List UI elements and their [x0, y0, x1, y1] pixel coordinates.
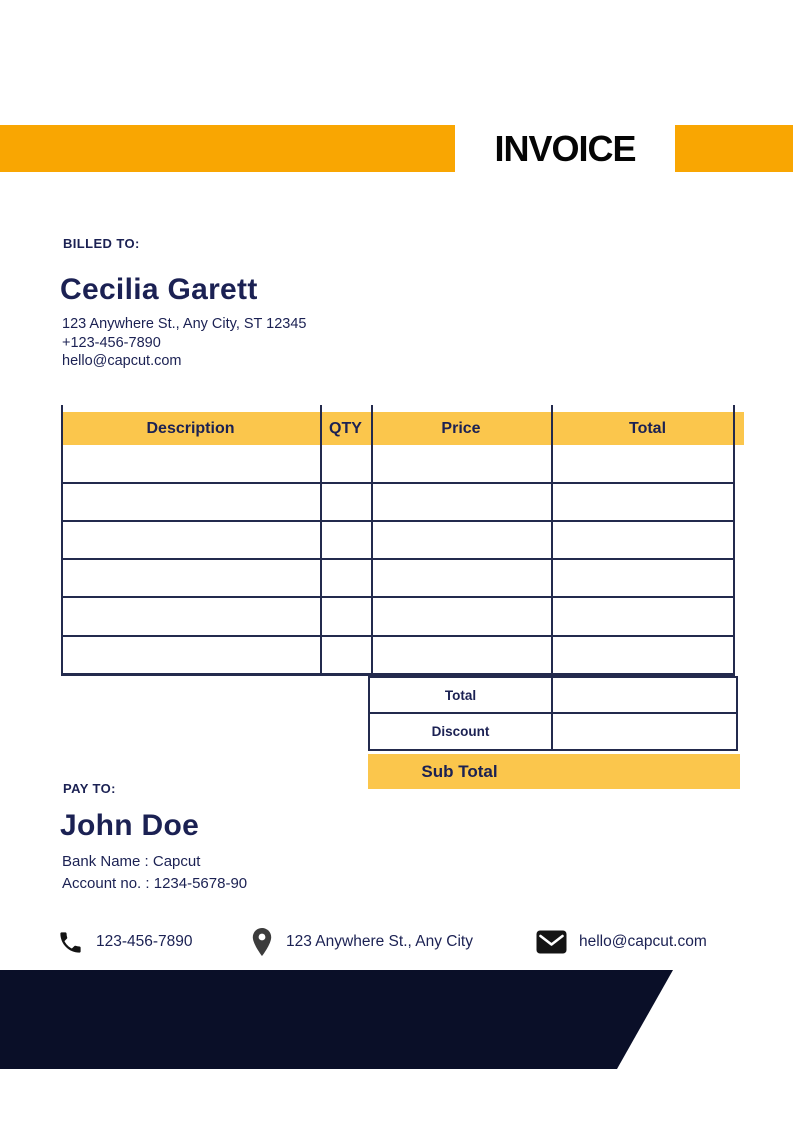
total-label: Total — [444, 687, 477, 703]
table-cell-description — [61, 597, 320, 635]
account-number: Account no. : 1234-5678-90 — [62, 875, 248, 892]
table-cell-total — [551, 559, 735, 597]
table-cell-price — [371, 445, 551, 483]
subtotal-label: Sub Total — [421, 761, 498, 781]
table-cell-total — [551, 483, 735, 521]
location-pin-icon — [250, 927, 274, 957]
table-row — [61, 559, 735, 597]
table-cell-description — [61, 521, 320, 559]
column-header-total: Total — [628, 419, 667, 437]
contact-email-text: hello@capcut.com — [579, 933, 707, 950]
discount-label: Discount — [431, 724, 490, 739]
table-row — [61, 635, 735, 673]
column-header-description: Description — [146, 419, 235, 437]
table-cell-total — [551, 445, 735, 483]
table-row — [61, 597, 735, 635]
footer-bar — [0, 970, 683, 1069]
table-cell-price — [371, 559, 551, 597]
table-cell-qty — [320, 635, 371, 673]
table-cell-total — [551, 635, 735, 673]
table-row — [61, 521, 735, 559]
table-cell-total — [551, 597, 735, 635]
table-cell-qty — [320, 597, 371, 635]
table-body — [61, 445, 735, 673]
table-row — [61, 483, 735, 521]
phone-icon — [57, 929, 84, 956]
pay-to-details — [62, 851, 247, 895]
contact-email — [536, 926, 707, 958]
billed-to-phone: +123-456-7890 — [62, 334, 161, 351]
table-cell-price — [371, 635, 551, 673]
table-row — [61, 445, 735, 483]
billed-to-details — [62, 315, 307, 371]
table-cell-qty — [320, 521, 371, 559]
billed-to-name: Cecilia Garett — [60, 273, 258, 306]
billed-to-address: 123 Anywhere St., Any City, ST 12345 — [62, 316, 307, 332]
column-header-qty: QTY — [329, 419, 362, 437]
billed-to-email: hello@capcut.com — [62, 353, 182, 369]
table-cell-price — [371, 597, 551, 635]
contact-address-text: 123 Anywhere St., Any City — [286, 933, 473, 950]
column-header-price: Price — [441, 419, 481, 437]
totals-box — [368, 676, 738, 751]
table-cell-description — [61, 559, 320, 597]
table-cell-description — [61, 445, 320, 483]
table-cell-qty — [320, 445, 371, 483]
header-banner-left — [0, 125, 455, 172]
billed-to-label: BILLED TO: — [63, 236, 140, 251]
page-title: INVOICE — [494, 127, 636, 169]
envelope-icon — [536, 930, 567, 954]
pay-to-name: John Doe — [60, 809, 200, 842]
table-cell-total — [551, 521, 735, 559]
table-cell-qty — [320, 483, 371, 521]
table-cell-price — [371, 483, 551, 521]
contact-phone — [57, 926, 193, 958]
table-cell-description — [61, 635, 320, 673]
totals-divider — [551, 678, 553, 749]
table-cell-price — [371, 521, 551, 559]
header-banner-right — [675, 125, 793, 172]
bank-name: Bank Name : Capcut — [62, 853, 201, 870]
contact-phone-text: 123-456-7890 — [96, 933, 193, 950]
pay-to-label: PAY TO: — [63, 781, 116, 796]
subtotal-bar — [368, 754, 740, 789]
table-cell-description — [61, 483, 320, 521]
items-table — [61, 405, 735, 676]
contact-address — [250, 926, 473, 958]
table-cell-qty — [320, 559, 371, 597]
